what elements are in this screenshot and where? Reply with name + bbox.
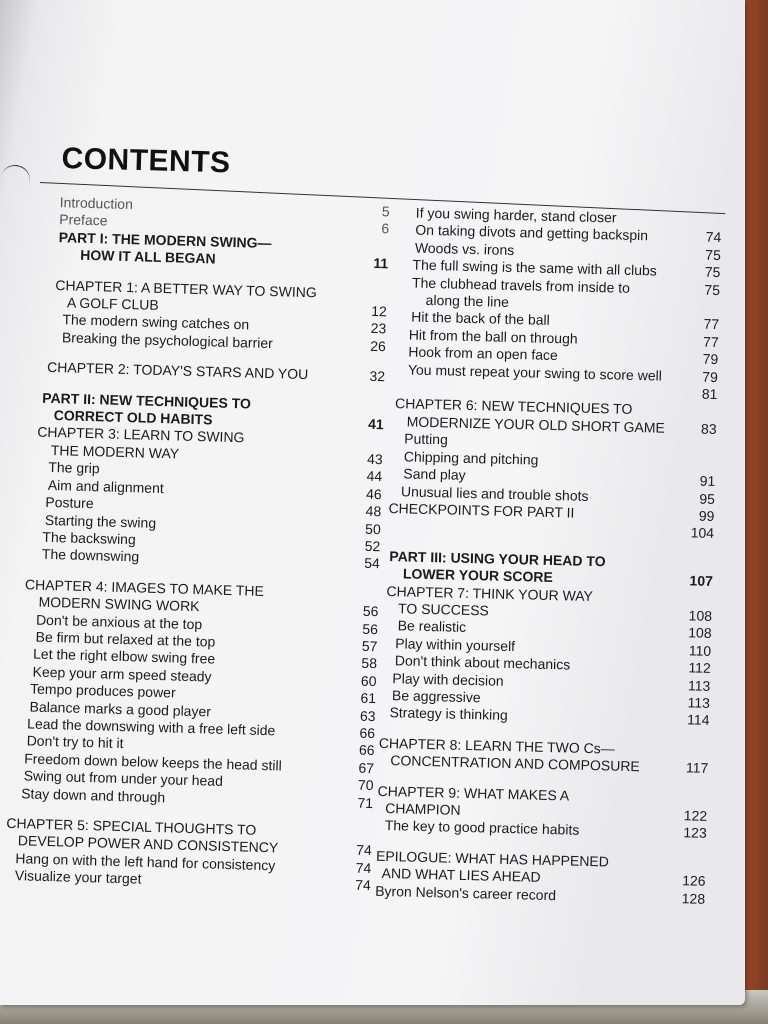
toc-entry-page: 46 (365, 485, 382, 502)
toc-entry-page: 75 (704, 281, 721, 298)
toc-entry-title: Play with decision (392, 669, 504, 689)
toc-entry-page: 75 (704, 263, 721, 281)
toc-entry-title: MODERN SWING WORK (38, 593, 200, 615)
toc-entry-page: 23 (370, 320, 387, 337)
toc-entry-page: 11 (373, 255, 389, 272)
toc-entry-title: Don't try to hit it (26, 732, 124, 752)
toc-entry-title: Preface (59, 211, 108, 229)
page-title: CONTENTS (61, 142, 231, 180)
toc-entry-title: Strategy is thinking (389, 704, 509, 724)
toc-entry-title: Play within yourself (395, 634, 516, 654)
toc-entry-title: CHAPTER 2: TODAY'S STARS AND YOU (46, 359, 309, 383)
toc-entry-page: 99 (698, 507, 715, 524)
toc-entry-title: AND WHAT LIES AHEAD (381, 865, 541, 886)
toc-entry-title: The modern swing catches on (62, 311, 250, 333)
toc-entry-page: 122 (683, 807, 708, 824)
toc-entry-page: 104 (690, 524, 715, 542)
toc-entry-page: 63 (359, 707, 376, 724)
toc-entry-title: Don't think about mechanics (394, 652, 571, 673)
toc-entry-title: MODERNIZE YOUR OLD SHORT GAME (406, 413, 666, 436)
toc-entry-title: Introduction (59, 194, 134, 213)
toc-entry-title: CONCENTRATION AND COMPOSURE (390, 752, 640, 775)
toc-entry-page: 126 (682, 872, 706, 890)
toc-entry-page: 12 (371, 302, 388, 320)
toc-entry-title: Let the right elbow swing free (32, 645, 216, 667)
toc-entry-title: Don't be anxious at the top (35, 611, 203, 632)
toc-entry-title: CHAMPION (385, 800, 461, 818)
toc-entry-page: 44 (366, 468, 383, 485)
toc-entry-title: Sand play (403, 465, 466, 483)
toc-entry-page: 77 (702, 333, 719, 350)
toc-entry-page: 50 (364, 520, 381, 537)
contents-left-column (1, 193, 390, 895)
toc-entry-page: 75 (705, 246, 722, 263)
toc-entry-title: Chipping and pitching (403, 448, 539, 468)
toc-entry-title: On taking divots and getting backspin (415, 221, 649, 244)
toc-entry-title: Posture (45, 493, 94, 512)
toc-entry-title: Be realistic (397, 617, 467, 636)
toc-entry-title: THE MODERN WAY (50, 441, 180, 462)
toc-entry-title: CHAPTER 5: SPECIAL THOUGHTS TO (6, 814, 257, 838)
toc-entry-page: 117 (685, 759, 709, 777)
toc-entry-title: PART I: THE MODERN SWING— (58, 228, 272, 251)
toc-entry-page: 57 (361, 637, 378, 655)
toc-entry-page: 108 (688, 607, 713, 624)
toc-entry-page: 66 (358, 742, 375, 759)
toc-entry-page: 128 (681, 889, 706, 907)
toc-entry-page: 67 (358, 759, 375, 776)
toc-entry-title: Freedom down below keeps the head still (23, 750, 282, 774)
toc-entry-title: CHAPTER 8: LEARN THE TWO Cs— (378, 734, 615, 757)
toc-entry-title: Stay down and through (21, 784, 166, 805)
toc-entry-title: CORRECT OLD HABITS (53, 407, 213, 428)
toc-entry-page: 107 (689, 572, 714, 590)
toc-entry-title: The backswing (42, 528, 136, 548)
toc-entry-title: Be firm but relaxed at the top (35, 628, 216, 650)
toc-entry-title: CHAPTER 3: LEARN TO SWING (37, 424, 245, 446)
toc-entry-title: Breaking the psychological barrier (61, 329, 274, 351)
toc-entry-page: 74 (705, 229, 722, 246)
toc-entry-title: Aim and alignment (47, 476, 165, 496)
toc-entry-title: Unusual lies and trouble shots (400, 482, 589, 504)
toc-entry-title: The clubhead travels from inside to (411, 274, 631, 296)
toc-entry-page: 6 (381, 220, 390, 237)
toc-entry-title: CHAPTER 6: NEW TECHNIQUES TO (394, 395, 633, 418)
toc-entry-page: 48 (365, 502, 382, 520)
toc-entry-page: 61 (360, 689, 377, 707)
toc-entry-page: 32 (369, 368, 386, 385)
toc-entry-page: 54 (363, 555, 381, 572)
toc-entry-title: Putting (404, 430, 449, 448)
toc-entry-title: The grip (48, 459, 100, 477)
toc-entry-title: CHAPTER 9: WHAT MAKES A (377, 782, 570, 804)
toc-entry-page: 71 (357, 794, 374, 811)
toc-entry-page: 79 (702, 368, 719, 385)
toc-entry-page: 70 (357, 776, 374, 794)
toc-entry-title: Hang on with the left hand for consistency (15, 849, 276, 874)
toc-entry-title: The key to good practice habits (384, 817, 580, 839)
toc-entry-title: DEVELOP POWER AND CONSISTENCY (17, 832, 279, 856)
toc-entry-title: Keep your arm speed steady (32, 663, 212, 685)
toc-entry-title: Be aggressive (391, 687, 481, 706)
toc-entry-page: 79 (702, 350, 719, 368)
toc-entry-page: 52 (364, 537, 381, 555)
toc-entry-page: 41 (367, 415, 384, 433)
toc-entry-title: Swing out from under your head (23, 767, 224, 790)
toc-entry-title: Hit the back of the ball (411, 308, 550, 329)
toc-entry-page: 26 (370, 337, 387, 355)
toc-entry-page: 81 (701, 385, 718, 403)
toc-entry-page: 74 (355, 876, 372, 894)
toc-entry-title: CHECKPOINTS FOR PART II (388, 499, 575, 521)
toc-entry-title: EPILOGUE: WHAT HAS HAPPENED (375, 847, 610, 870)
toc-entry-page: 112 (688, 659, 711, 677)
toc-entry-title: CHAPTER 1: A BETTER WAY TO SWING (55, 276, 317, 300)
toc-entry-title: Hit from the ball on through (408, 326, 578, 347)
toc-entry-title: The downswing (41, 546, 140, 565)
toc-entry-page: 95 (699, 490, 716, 507)
toc-entry-page: 5 (381, 203, 390, 220)
toc-entry-page: 123 (683, 824, 707, 842)
toc-entry-page: 108 (688, 624, 712, 642)
toc-entry-page: 43 (366, 450, 383, 468)
toc-entry-title: Lead the downswing with a free left side (26, 715, 276, 739)
toc-entry-title: Tempo produces power (29, 680, 176, 701)
toc-entry-title: PART III: USING YOUR HEAD TO (389, 547, 606, 570)
toc-entry-page: 91 (699, 472, 716, 490)
toc-entry-title: Woods vs. irons (414, 239, 515, 258)
toc-entry-page: 113 (687, 676, 711, 694)
toc-entry-title: along the line (425, 291, 510, 310)
toc-entry-page: 110 (688, 642, 712, 659)
toc-entry-page: 74 (355, 859, 372, 876)
toc-entry-page: 77 (703, 316, 720, 333)
toc-entry-title: Starting the swing (44, 511, 157, 531)
toc-entry-title: CHAPTER 7: THINK YOUR WAY (386, 582, 594, 604)
toc-entry-page: 66 (359, 724, 376, 742)
toc-entry-title: The full swing is the same with all clubs (412, 256, 657, 279)
toc-entry-title: Hook from an open face (408, 343, 558, 364)
contents-right-column (375, 204, 722, 908)
toc-entry-page: 74 (355, 842, 373, 859)
toc-entry-title: TO SUCCESS (397, 600, 490, 619)
toc-entry-title: A GOLF CLUB (66, 294, 159, 313)
toc-entry-title: PART II: NEW TECHNIQUES TO (42, 389, 252, 412)
toc-entry-page: 114 (686, 711, 710, 729)
toc-entry-title: LOWER YOUR SCORE (402, 565, 554, 586)
toc-entry-title: Balance marks a good player (29, 698, 212, 720)
toc-entry-title: You must repeat your swing to score well (407, 361, 663, 384)
toc-entry-title: HOW IT ALL BEGAN (80, 246, 216, 267)
toc-entry-page: 60 (360, 672, 377, 689)
toc-entry-title: If you swing harder, stand closer (415, 204, 617, 226)
toc-entry-page: 58 (361, 655, 378, 672)
toc-entry-title: Byron Nelson's career record (375, 882, 557, 903)
toc-entry-page: 56 (362, 602, 379, 620)
toc-entry-page: 113 (687, 694, 711, 711)
toc-entry-title: Visualize your target (14, 867, 142, 887)
toc-entry-page: 83 (700, 420, 717, 437)
toc-entry-title: CHAPTER 4: IMAGES TO MAKE THE (24, 576, 265, 599)
toc-entry-page: 56 (362, 620, 379, 637)
